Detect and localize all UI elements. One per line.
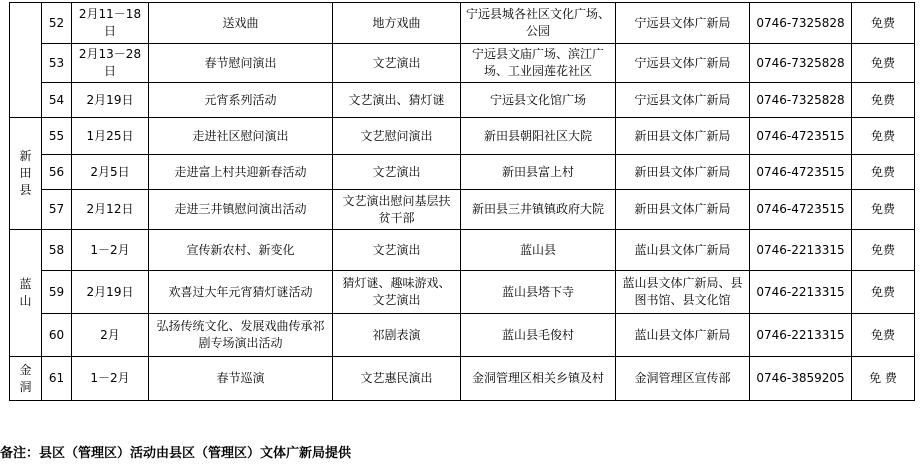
cell-type: 祁剧表演 [333,314,461,357]
cell-fee: 免费 [852,83,915,118]
cell-type: 猜灯谜、趣味游戏、文艺演出 [333,271,461,314]
cell-date: 2月5日 [72,155,149,190]
cell-date: 2月19日 [72,83,149,118]
cell-activity: 弘扬传统文化、发展戏曲传承祁剧专场演出活动 [149,314,333,357]
cell-date: 2月 [72,314,149,357]
cell-organizer: 宁远县文体广新局 [616,83,750,118]
cell-location: 蓝山县塔下寺 [461,271,616,314]
cell-date: 1－2月 [72,230,149,271]
cell-activity: 送戏曲 [149,3,333,44]
cell-phone: 0746-4723515 [750,190,852,230]
cell-phone: 0746-2213315 [750,314,852,357]
cell-location: 蓝山县毛俊村 [461,314,616,357]
cell-activity: 宣传新农村、新变化 [149,230,333,271]
cell-activity: 走进富上村共迎新春活动 [149,155,333,190]
cell-organizer: 蓝山县文体广新局、县图书馆、县文化馆 [616,271,750,314]
cell-location: 宁远县文化馆广场 [461,83,616,118]
cell-location: 宁远县文庙广场、滨江广场、工业园莲花社区 [461,44,616,83]
county-cell: 蓝 山 [10,230,42,357]
cell-organizer: 蓝山县文体广新局 [616,230,750,271]
table-row [10,190,915,230]
cell-no: 58 [42,230,72,271]
table-row [10,3,915,44]
cell-type: 文艺演出 [333,44,461,83]
cell-organizer: 宁远县文体广新局 [616,44,750,83]
cell-no: 60 [42,314,72,357]
cell-activity: 元宵系列活动 [149,83,333,118]
cell-location: 新田县三井镇镇政府大院 [461,190,616,230]
table-row [10,83,915,118]
table-row [10,155,915,190]
cell-activity: 春节巡演 [149,357,333,401]
cell-fee: 免费 [852,118,915,155]
cell-no: 54 [42,83,72,118]
cell-date: 1－2月 [72,357,149,401]
cell-phone: 0746-7325828 [750,3,852,44]
cell-date: 2月11－18日 [72,3,149,44]
cell-activity: 春节慰问演出 [149,44,333,83]
cell-organizer: 新田县文体广新局 [616,155,750,190]
cell-type: 文艺慰问演出 [333,118,461,155]
cell-date: 2月19日 [72,271,149,314]
table-row [10,230,915,271]
county-cell: 新 田 县 [10,118,42,230]
cell-no: 57 [42,190,72,230]
cell-fee: 免费 [852,44,915,83]
cell-phone: 0746-2213315 [750,230,852,271]
table-row [10,314,915,357]
cell-fee: 免费 [852,190,915,230]
cell-fee: 免费 [852,314,915,357]
cell-location: 新田县朝阳社区大院 [461,118,616,155]
cell-no: 52 [42,3,72,44]
cell-phone: 0746-4723515 [750,118,852,155]
table-row [10,118,915,155]
cell-fee: 免费 [852,230,915,271]
table-row [10,44,915,83]
cell-date: 2月12日 [72,190,149,230]
cell-type: 文艺演出 [333,155,461,190]
cell-fee: 免费 [852,271,915,314]
cell-type: 文艺演出、猜灯谜 [333,83,461,118]
cell-organizer: 宁远县文体广新局 [616,3,750,44]
cell-location: 蓝山县 [461,230,616,271]
cell-type: 文艺惠民演出 [333,357,461,401]
cell-organizer: 新田县文体广新局 [616,118,750,155]
cell-fee: 免费 [852,3,915,44]
cell-location: 宁远县城各社区文化广场、公园 [461,3,616,44]
county-cell [10,3,42,118]
cell-date: 1月25日 [72,118,149,155]
cell-phone: 0746-7325828 [750,83,852,118]
cell-no: 55 [42,118,72,155]
cell-no: 59 [42,271,72,314]
cell-activity: 走进三井镇慰问演出活动 [149,190,333,230]
events-table [9,2,915,401]
cell-fee: 免 费 [852,357,915,401]
cell-type: 文艺演出 [333,230,461,271]
cell-phone: 0746-7325828 [750,44,852,83]
cell-organizer: 蓝山县文体广新局 [616,314,750,357]
table-row [10,271,915,314]
cell-phone: 0746-4723515 [750,155,852,190]
cell-organizer: 金洞管理区宣传部 [616,357,750,401]
cell-date: 2月13－28日 [72,44,149,83]
cell-location: 新田县富上村 [461,155,616,190]
cell-location: 金洞管理区相关乡镇及村 [461,357,616,401]
cell-type: 地方戏曲 [333,3,461,44]
cell-phone: 0746-3859205 [750,357,852,401]
cell-activity: 走进社区慰问演出 [149,118,333,155]
cell-no: 56 [42,155,72,190]
cell-organizer: 新田县文体广新局 [616,190,750,230]
cell-phone: 0746-2213315 [750,271,852,314]
cell-activity: 欢喜过大年元宵猜灯谜活动 [149,271,333,314]
cell-fee: 免费 [852,155,915,190]
cell-type: 文艺演出慰问基层扶贫干部 [333,190,461,230]
county-cell: 金 洞 [10,357,42,401]
cell-no: 61 [42,357,72,401]
table-row [10,357,915,401]
cell-no: 53 [42,44,72,83]
footnote: 备注：县区（管理区）活动由县区（管理区）文体广新局提供 [0,446,352,461]
